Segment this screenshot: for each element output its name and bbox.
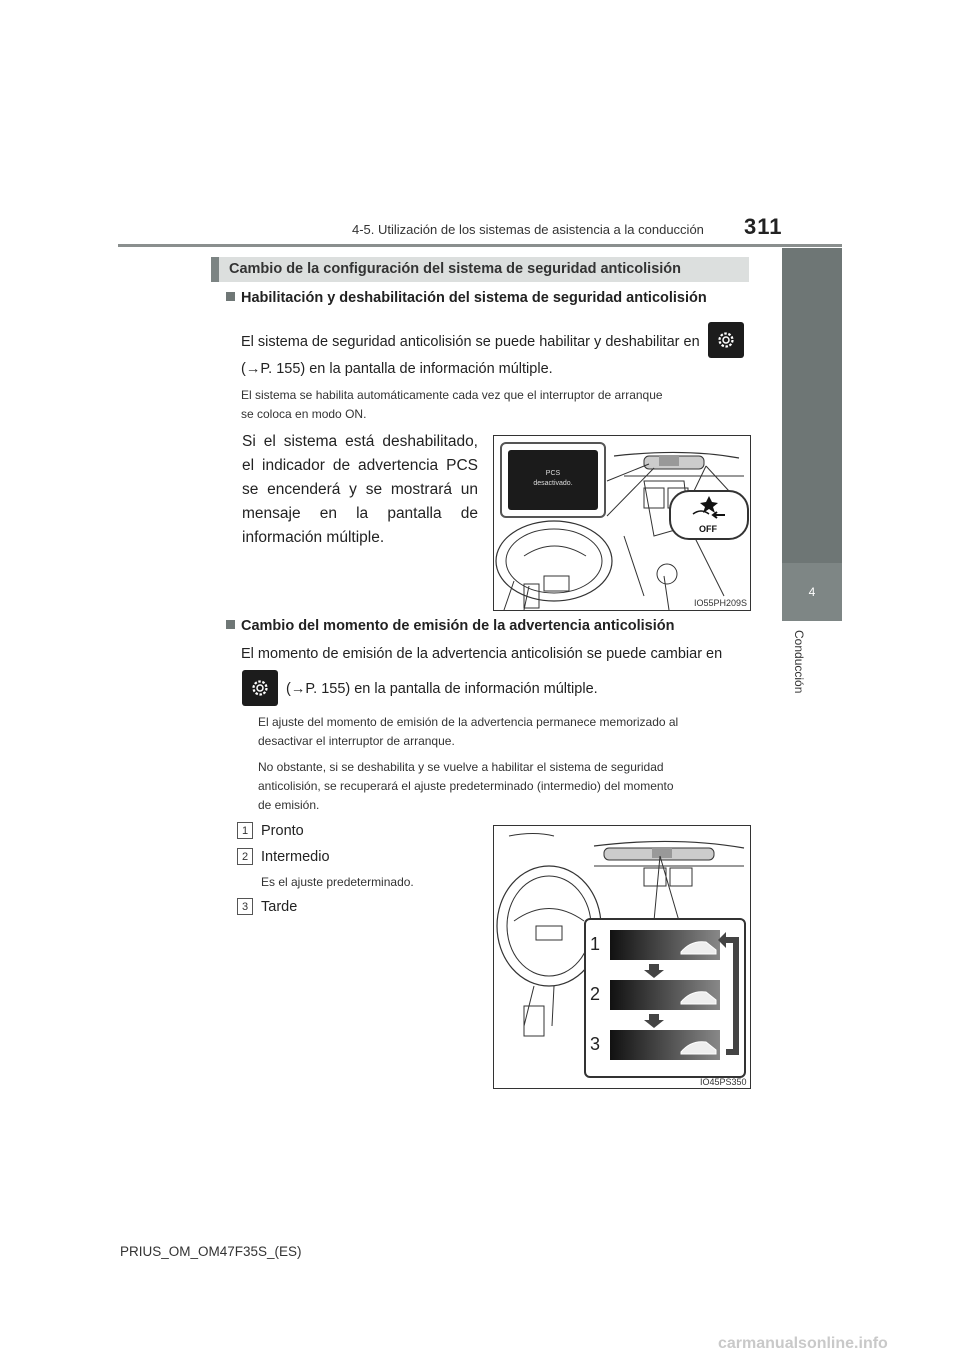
block2-note2-line3: de emisión. xyxy=(258,798,320,812)
option-number-1: 1 xyxy=(237,822,253,839)
square-bullet-icon xyxy=(226,620,235,629)
option-label-1: Pronto xyxy=(261,823,304,839)
timing-diagram xyxy=(586,920,744,1076)
block1-line1: El sistema de seguridad anticolisión se puede habilitar y deshabilitar en xyxy=(241,334,700,350)
timing-label-1: 1 xyxy=(590,934,601,954)
timing-callout xyxy=(584,918,746,1078)
option-label-2: Intermedio xyxy=(261,849,330,865)
block1-line2: (→P. 155) en la pantalla de información múltiple. xyxy=(241,361,553,377)
header-divider xyxy=(118,244,842,247)
off-label: OFF xyxy=(699,524,717,534)
option-number-2: 2 xyxy=(237,848,253,865)
timing-label-2: 2 xyxy=(590,984,601,1004)
figure-pcs-off xyxy=(493,435,751,611)
option-label-3: Tarde xyxy=(261,899,298,915)
figure-timing-settings xyxy=(493,825,751,1089)
side-tab-number: 4 xyxy=(782,563,842,621)
display-screen xyxy=(508,450,598,510)
block2-line2: (→P. 155) en la pantalla de información múltiple. xyxy=(286,681,598,697)
settings-gear-icon xyxy=(708,322,744,358)
side-tab-label: Conducción xyxy=(792,630,806,694)
block2-heading: Cambio del momento de emisión de la advertencia anticolisión xyxy=(241,618,675,634)
block2-line1: El momento de emisión de la advertencia anticolisión se puede cambiar en xyxy=(241,646,723,662)
side-tab-label-wrap xyxy=(792,630,808,710)
option-number-3: 3 xyxy=(237,898,253,915)
display-msg-line1: PCS xyxy=(545,470,561,477)
figure-code: IO45PS350 xyxy=(700,1077,747,1087)
block1-heading-wrap xyxy=(226,290,707,306)
block1-heading: Habilitación y deshabilitación del sistema de seguridad anticolisión xyxy=(241,290,707,306)
option-note-2: Es el ajuste predeterminado. xyxy=(261,875,414,889)
block2-note2-line2: anticolisión, se recuperará el ajuste predeterminado (intermedio) del momento xyxy=(258,779,674,793)
block2-heading-wrap xyxy=(226,618,675,634)
settings-gear-icon xyxy=(242,670,278,706)
display-callout xyxy=(500,442,606,518)
display-msg-line2: desactivado. xyxy=(533,480,573,487)
watermark: carmanualsonline.info xyxy=(718,1335,888,1352)
chapter-header: 4-5. Utilización de los sistemas de asistencia a la conducción xyxy=(352,222,704,237)
block1-note-line1: El sistema se habilita automáticamente cada vez que el interruptor de arranque xyxy=(241,388,663,402)
pcs-warning-icon xyxy=(689,494,729,524)
document-code-footer: PRIUS_OM_OM47F35S_(ES) xyxy=(120,1244,302,1259)
side-tab-bar xyxy=(782,248,842,563)
block2-note1-line2: desactivar el interruptor de arranque. xyxy=(258,734,455,748)
block1-note-line2: se coloca en modo ON. xyxy=(241,407,367,421)
block2-note2-line1: No obstante, si se deshabilita y se vuelve a habilitar el sistema de seguridad xyxy=(258,760,664,774)
block2-note1-line1: El ajuste del momento de emisión de la advertencia permanece memorizado al xyxy=(258,715,679,729)
figure-code: IO55PH209S xyxy=(694,598,748,608)
square-bullet-icon xyxy=(226,292,235,301)
block1-side-text: Si el sistema está deshabilitado, el indicador de advertencia PCS se encenderá y se mostrará un mensaje en la pantalla de información múltiple. xyxy=(242,433,478,546)
pcs-warning-callout xyxy=(669,490,749,540)
page-number: 311 xyxy=(744,214,783,239)
timing-label-3: 3 xyxy=(590,1034,601,1054)
section-title: Cambio de la configuración del sistema de seguridad anticolisión xyxy=(211,257,749,282)
